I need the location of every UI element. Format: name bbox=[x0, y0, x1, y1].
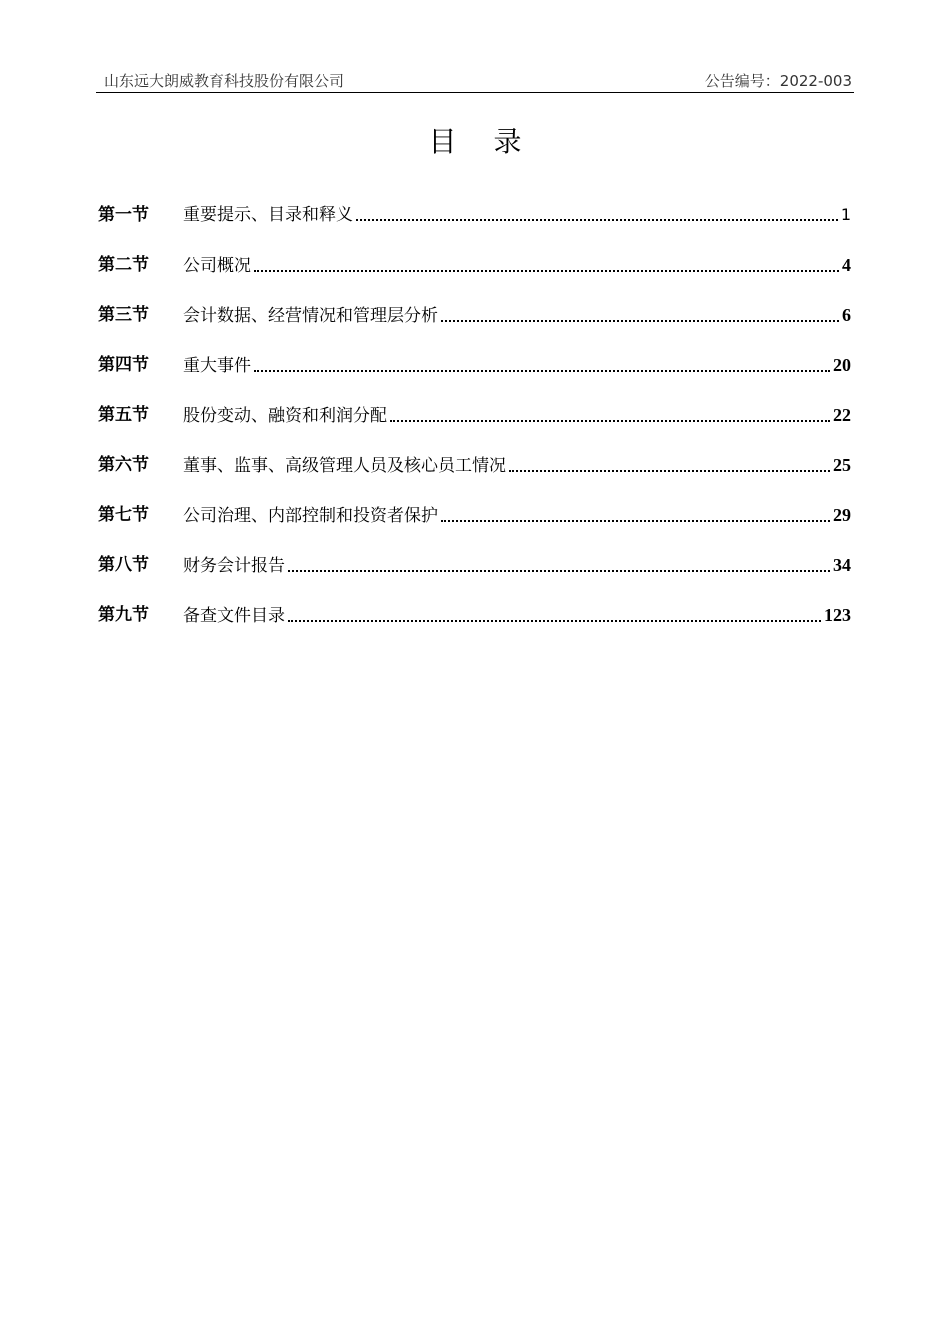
toc-page-number: 20 bbox=[833, 355, 851, 375]
toc-entry[interactable] bbox=[98, 550, 851, 600]
toc-section-number: 第六节 bbox=[98, 455, 149, 475]
announcement-number: 公告编号：2022-003 bbox=[704, 72, 852, 90]
toc-leader-dots bbox=[288, 620, 821, 622]
toc-section-number: 第七节 bbox=[98, 505, 149, 525]
toc-section-number: 第五节 bbox=[98, 405, 149, 425]
toc-section-title: 重大事件 bbox=[183, 356, 251, 376]
toc-page-number: 123 bbox=[824, 605, 851, 625]
toc-leader-dots bbox=[441, 520, 830, 522]
toc-section-title: 股份变动、融资和利润分配 bbox=[183, 406, 387, 426]
toc-section-number: 第四节 bbox=[98, 355, 149, 375]
toc-leader-dots bbox=[288, 570, 830, 572]
toc-section-number: 第一节 bbox=[98, 205, 149, 225]
toc-section-number: 第八节 bbox=[98, 555, 149, 575]
toc-leader-dots bbox=[356, 219, 838, 221]
page-header bbox=[96, 68, 854, 93]
toc-leader-dots bbox=[509, 470, 830, 472]
company-name: 山东远大朗威教育科技股份有限公司 bbox=[104, 72, 345, 90]
toc-section-title: 财务会计报告 bbox=[183, 556, 285, 576]
toc-section-number: 第三节 bbox=[98, 305, 149, 325]
toc-entry[interactable] bbox=[98, 600, 851, 650]
toc-section-title: 重要提示、目录和释义 bbox=[183, 205, 353, 225]
toc-section-number: 第九节 bbox=[98, 605, 149, 625]
toc-page-number: 1 bbox=[840, 205, 851, 224]
toc-section-title: 公司概况 bbox=[183, 256, 251, 276]
toc-entry[interactable] bbox=[98, 200, 851, 250]
toc-section-title: 董事、监事、高级管理人员及核心员工情况 bbox=[183, 456, 506, 476]
toc-page-number: 6 bbox=[842, 305, 851, 325]
toc-section-title: 备查文件目录 bbox=[183, 606, 285, 626]
toc-section-number: 第二节 bbox=[98, 255, 149, 275]
toc-page-number: 25 bbox=[833, 455, 851, 475]
toc-page-number: 4 bbox=[842, 255, 851, 275]
toc-leader-dots bbox=[254, 270, 839, 272]
page-title: 目 录 bbox=[428, 125, 536, 158]
toc-leader-dots bbox=[390, 420, 830, 422]
toc-page-number: 34 bbox=[833, 555, 851, 575]
toc-entry[interactable] bbox=[98, 500, 851, 550]
toc-entry[interactable] bbox=[98, 450, 851, 500]
toc-section-title: 会计数据、经营情况和管理层分析 bbox=[183, 306, 438, 326]
toc-leader-dots bbox=[441, 320, 839, 322]
toc-entry[interactable] bbox=[98, 400, 851, 450]
toc-page-number: 22 bbox=[833, 405, 851, 425]
table-of-contents bbox=[98, 200, 851, 650]
toc-entry[interactable] bbox=[98, 300, 851, 350]
toc-section-title: 公司治理、内部控制和投资者保护 bbox=[183, 506, 438, 526]
toc-entry[interactable] bbox=[98, 350, 851, 400]
toc-page-number: 29 bbox=[833, 505, 851, 525]
toc-entry[interactable] bbox=[98, 250, 851, 300]
toc-leader-dots bbox=[254, 370, 830, 372]
